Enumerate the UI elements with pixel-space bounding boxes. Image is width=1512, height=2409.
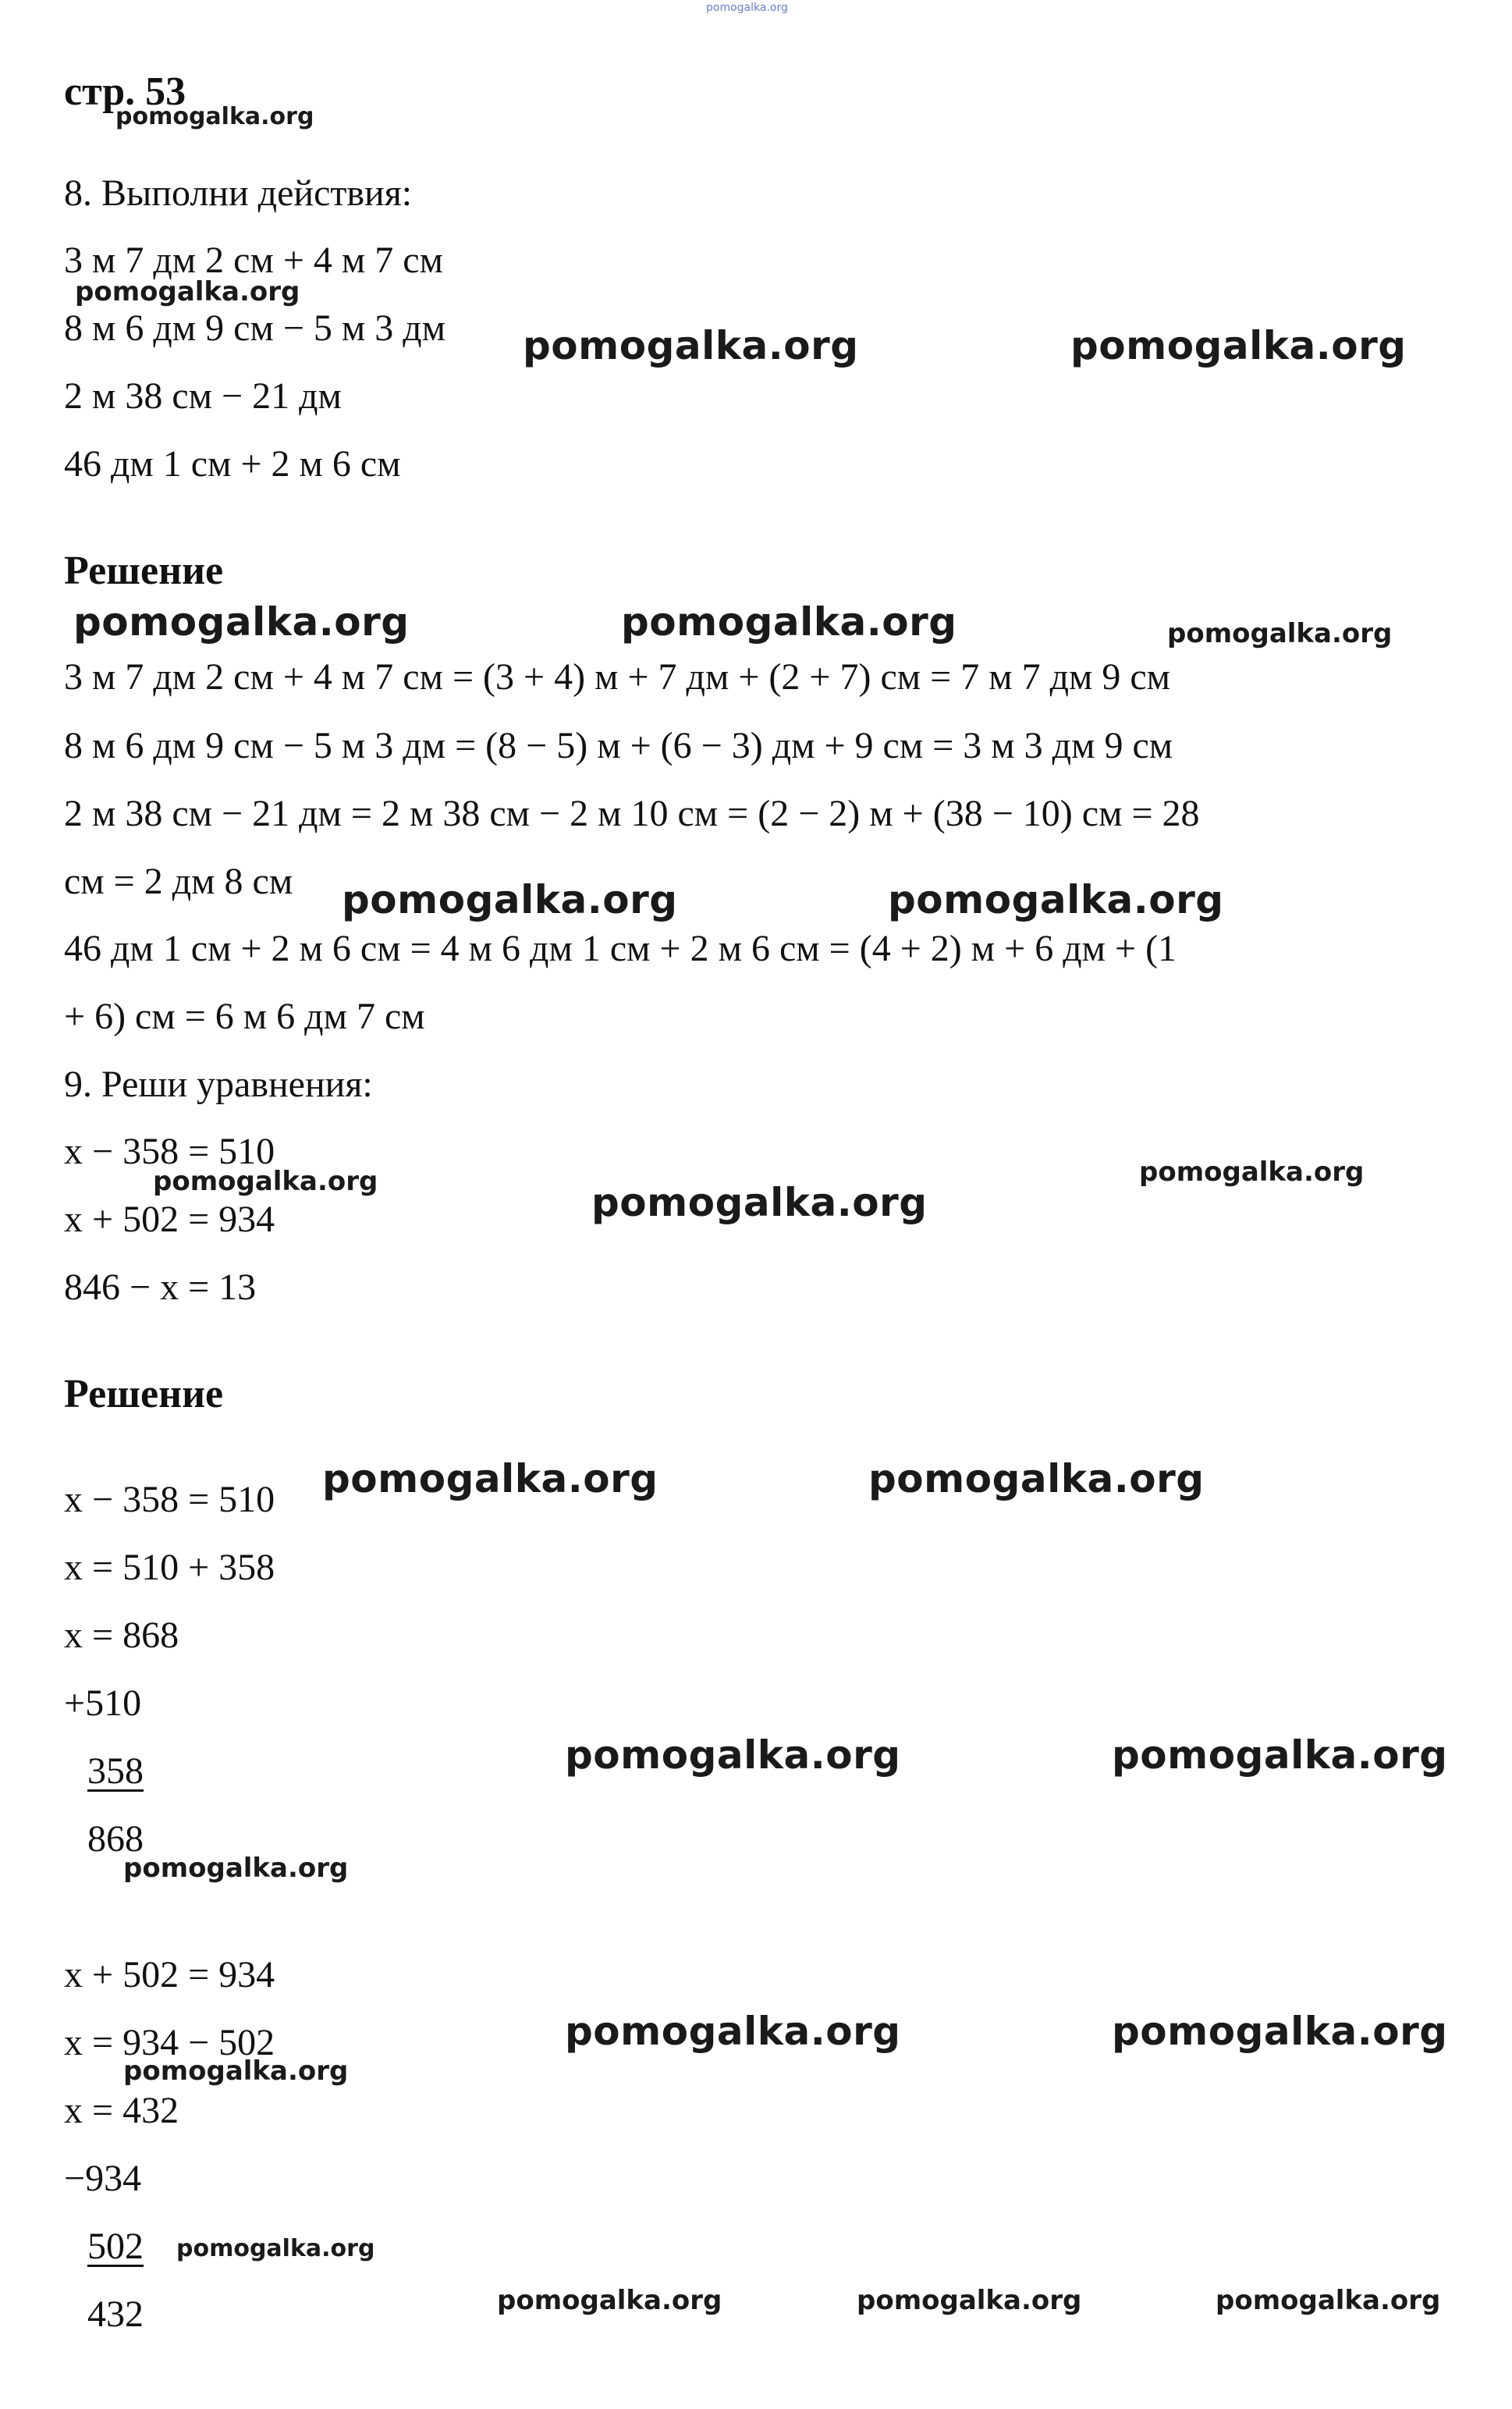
- task8-line: 3 м 7 дм 2 см + 4 м 7 см: [64, 240, 443, 281]
- solution-line: см = 2 дм 8 см: [64, 861, 293, 902]
- solution-heading: Решение: [64, 549, 224, 593]
- watermark: pomogalka.org: [176, 2235, 375, 2262]
- watermark: pomogalka.org: [123, 2055, 349, 2087]
- column-operand: −934: [64, 2158, 142, 2199]
- column-operand: 358: [87, 1750, 144, 1792]
- page-label: стр. 53: [64, 69, 186, 114]
- column-operand: +510: [64, 1682, 142, 1724]
- equation-line: x = 934 − 502: [64, 2022, 275, 2063]
- solution-line: 46 дм 1 см + 2 м 6 см = 4 м 6 дм 1 см + 2 м 6 см = (4 + 2) м + 6 дм + (1: [64, 928, 1177, 969]
- watermark: pomogalka.org: [1112, 2009, 1448, 2054]
- solution-line: + 6) см = 6 м 6 дм 7 см: [64, 996, 425, 1037]
- watermark: pomogalka.org: [1070, 323, 1407, 368]
- watermark: pomogalka.org: [153, 1166, 378, 1197]
- solution-line: 2 м 38 см − 21 дм = 2 м 38 см − 2 м 10 см = (2 − 2) м + (38 − 10) см = 28: [64, 793, 1200, 834]
- watermark: pomogalka.org: [497, 2285, 722, 2316]
- column-result: 432: [87, 2294, 144, 2335]
- task9-title: 9. Реши уравнения:: [64, 1064, 373, 1105]
- watermark: pomogalka.org: [565, 2009, 901, 2054]
- task9-line: 846 − x = 13: [64, 1267, 257, 1308]
- watermark: pomogalka.org: [857, 2285, 1082, 2316]
- watermark: pomogalka.org: [621, 599, 957, 645]
- column-operand: 502: [87, 2226, 144, 2267]
- equation-line: x = 868: [64, 1615, 179, 1656]
- top-watermark: pomogalka.org: [706, 2, 788, 14]
- watermark: pomogalka.org: [115, 103, 314, 130]
- watermark: pomogalka.org: [565, 1732, 901, 1778]
- watermark: pomogalka.org: [868, 1456, 1205, 1501]
- task8-line: 2 м 38 см − 21 дм: [64, 375, 342, 417]
- task9-line: x − 358 = 510: [64, 1131, 275, 1172]
- watermark: pomogalka.org: [1216, 2285, 1441, 2316]
- watermark: pomogalka.org: [523, 323, 859, 368]
- solution-heading: Решение: [64, 1372, 224, 1416]
- watermark: pomogalka.org: [342, 877, 678, 922]
- watermark: pomogalka.org: [1139, 1157, 1365, 1188]
- task8-line: 8 м 6 дм 9 см − 5 м 3 дм: [64, 307, 446, 349]
- watermark: pomogalka.org: [73, 599, 410, 645]
- solution-line: 3 м 7 дм 2 см + 4 м 7 см = (3 + 4) м + 7 дм + (2 + 7) см = 7 м 7 дм 9 см: [64, 656, 1171, 698]
- watermark: pomogalka.org: [1167, 618, 1393, 649]
- solution-line: 8 м 6 дм 9 см − 5 м 3 дм = (8 − 5) м + (6 − 3) дм + 9 см = 3 м 3 дм 9 см: [64, 725, 1173, 766]
- column-result: 868: [87, 1818, 144, 1860]
- task8-line: 46 дм 1 см + 2 м 6 см: [64, 443, 401, 485]
- equation-line: x = 510 + 358: [64, 1547, 275, 1588]
- watermark: pomogalka.org: [75, 276, 300, 307]
- watermark: pomogalka.org: [123, 1853, 349, 1884]
- equation-line: x − 358 = 510: [64, 1479, 275, 1520]
- watermark: pomogalka.org: [591, 1180, 928, 1225]
- watermark: pomogalka.org: [1112, 1732, 1448, 1778]
- task9-line: x + 502 = 934: [64, 1199, 275, 1240]
- watermark: pomogalka.org: [888, 877, 1224, 922]
- task8-title: 8. Выполни действия:: [64, 172, 413, 214]
- equation-line: x = 432: [64, 2090, 179, 2131]
- watermark: pomogalka.org: [322, 1456, 658, 1501]
- equation-line: x + 502 = 934: [64, 1954, 275, 1995]
